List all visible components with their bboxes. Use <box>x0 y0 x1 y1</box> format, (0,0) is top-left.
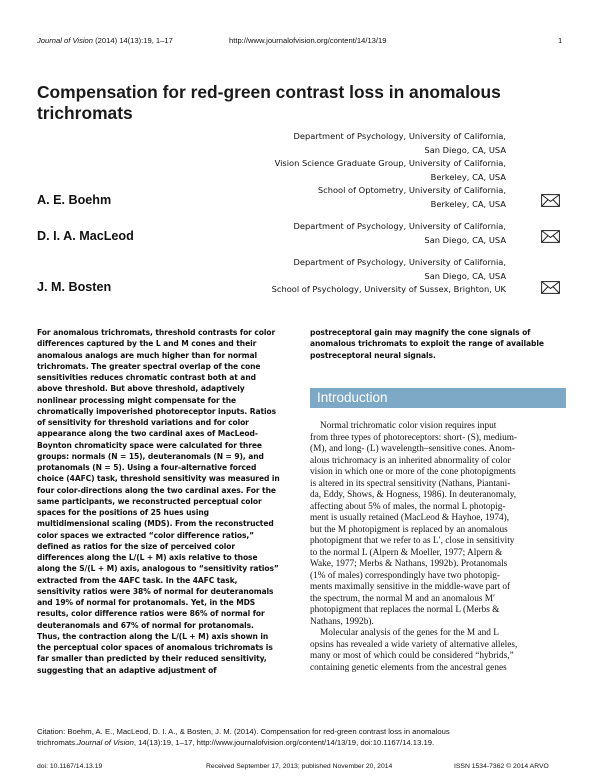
footer-issn: ISSN 1534-7362 © 2014 ARVO <box>454 763 549 770</box>
section-heading-bar <box>310 388 566 408</box>
affiliation-line: Department of Psychology, University of California, <box>293 221 506 231</box>
abstract-line: appearance along the two cardinal axes of MacLeod- <box>37 429 258 439</box>
abstract-line: extracted from the 4AFC task. In the 4AFC task, <box>37 575 238 585</box>
body-line: photopigment that replaces the normal L (Merbs & <box>310 605 500 615</box>
body-line: to the normal L (Alpern & Moeller, 1977; Alpern & <box>310 547 503 558</box>
affiliation-line: Berkeley, CA, USA <box>430 171 506 182</box>
footer-received: Received September 17, 2013; published November 20, 2014 <box>206 763 393 770</box>
abstract-line: groups: normals (N = 15), deuteranomals (N = 9), and <box>37 451 264 461</box>
abstract-line: choice (4AFC) task, threshold sensitivity was measured in <box>37 474 280 484</box>
body-line: ments maximally sensitive in the middle-wave part of <box>310 582 511 592</box>
volume-info: (2014) 14(13):19, 1–17 <box>95 36 173 45</box>
abstract-line: protanomals (N = 5). Using a four-alternative forced <box>37 463 257 472</box>
affiliation-line: Department of Psychology, University of California, <box>293 257 506 267</box>
abstract-line: Boynton chromaticity space were calculated for three <box>37 440 262 450</box>
citation-block <box>37 726 567 748</box>
introduction-body <box>310 421 566 674</box>
envelope-icon[interactable] <box>541 281 560 294</box>
abstract-line: along the S/(L + M) axis, analogous to “sensitivity ratios” <box>37 564 279 574</box>
body-line: is altered in its spectral sensitivity (Nathans, Piantani- <box>310 478 511 489</box>
footer-doi: doi: 10.1167/14.13.19 <box>37 763 103 770</box>
page-number: 1 <box>558 36 563 45</box>
abstract-line: and 19% of normal for protanomals. Yet, in the MDS <box>37 598 256 607</box>
affiliation-line: Department of Psychology, University of California, <box>293 131 506 141</box>
abstract-line: of sensitivity for threshold variations and for color <box>37 418 249 427</box>
citation-line: Citation: Boehm, A. E., MacLeod, D. I. A., & Bosten, J. M. (2014). Compensation for red-green contrast loss in anomalous <box>37 727 450 736</box>
body-line: photopigment that we refer to as L′, close in sensitivity <box>310 536 515 546</box>
affiliation-line: Berkeley, CA, USA <box>430 198 506 209</box>
title-line: Compensation for red-green contrast loss in anomalous <box>37 82 501 102</box>
body-line: Nathans, 1992b). <box>310 616 374 627</box>
article-title <box>37 82 557 124</box>
citation-text: , 14(13):19, 1–17, http://www.journalofvision.org/content/14/13/19, doi:10.1167/14.13.19. <box>133 738 435 747</box>
abstract-line: nonlinear processing might compensate for the <box>37 395 237 405</box>
running-header-url[interactable]: http://www.journalofvision.org/content/14/13/19 <box>229 36 387 45</box>
body-line: Molecular analysis of the genes for the M and L <box>320 628 499 638</box>
abstract-line: the perceptual color spaces of anomalous trichromats is <box>37 643 273 652</box>
author-name: A. E. Boehm <box>37 193 112 207</box>
envelope-icon[interactable] <box>541 194 560 207</box>
citation-journal: Journal of Vision <box>77 738 134 747</box>
running-header-journal <box>37 36 173 45</box>
abstract-line: four color-directions along the two cardinal axes. For the <box>37 485 276 495</box>
body-line: from three types of photoreceptors: short- (S), medium- <box>310 432 518 443</box>
abstract-line: spaces for the positions of 25 hues using <box>37 508 209 517</box>
body-line: alous trichromacy is an inherited abnormality of color <box>310 455 511 466</box>
body-line: Wake, 1977; Merbs & Nathans, 1992b). Protanomals <box>310 559 508 569</box>
author-name: J. M. Bosten <box>37 280 112 294</box>
abstract-line: suggesting that an adaptive adjustment of <box>37 665 217 675</box>
title-line: trichromats <box>37 103 133 123</box>
abstract-line: above threshold. But above threshold, adaptively <box>37 384 245 394</box>
body-line: ment is usually retained (MacLeod & Hayhoe, 1974), <box>310 513 510 523</box>
abstract-line: color spaces we extracted “color difference ratios,” <box>37 530 255 540</box>
abstract-column-left <box>37 327 295 676</box>
body-line: the spectrum, the normal M and an anomalous M′ <box>310 593 496 604</box>
affiliation-line: Vision Science Graduate Group, University of California, <box>274 158 506 168</box>
abstract-line: differences captured by the L and M cones and their <box>37 339 257 349</box>
body-line: containing genetic elements from the ancestral genes <box>310 662 507 673</box>
affiliation-line: San Diego, CA, USA <box>424 144 506 155</box>
affiliation-line: School of Psychology, University of Sussex, Brighton, UK <box>271 284 506 294</box>
citation-line <box>37 737 567 748</box>
abstract-line: deuteranomals and 67% of normal for protanomals. <box>37 620 254 630</box>
affiliation-line: School of Optometry, University of California, <box>317 185 506 195</box>
abstract-line: sensitivities reduces chromatic contrast both at and <box>37 373 256 382</box>
abstract-line: postreceptoral gain may magnify the cone signals of <box>310 328 531 337</box>
abstract-line: differences along the L/(L + M) axis relative to those <box>37 553 258 562</box>
section-heading: Introduction <box>317 390 388 405</box>
body-line: opsins has revealed a wide variety of alternative alleles, <box>310 639 518 650</box>
abstract-line: Thus, the contraction along the L/(L + M) axis shown in <box>37 631 269 641</box>
body-line: affecting about 5% of males, the normal L photopig- <box>310 501 506 512</box>
envelope-icon[interactable] <box>541 230 560 243</box>
abstract-line: far smaller than predicted by their reduced sensitivity, <box>37 654 267 664</box>
abstract-line: same participants, we reconstructed perceptual color <box>37 496 262 506</box>
abstract-line: chromatically impoverished photoreceptor inputs. Ratios <box>37 406 277 416</box>
body-line: (1% of males) correspondingly have two photopig- <box>310 570 501 581</box>
body-line: vision in which one or more of the cone photopigments <box>310 467 516 477</box>
abstract-line: anomalous trichromats to exploit the range of available <box>310 339 544 349</box>
body-line: but the M photopigment is replaced by an anomalous <box>310 524 508 535</box>
affiliation-line: San Diego, CA, USA <box>424 270 506 281</box>
citation-text: trichromats. <box>37 738 78 747</box>
body-line: many or most of which could be considered “hybrids,” <box>310 651 514 661</box>
abstract-line: postreceptoral neural signals. <box>310 350 436 360</box>
abstract-line: anomalous analogs are much higher than for normal <box>37 350 257 360</box>
abstract-line: multidimensional scaling (MDS). From the reconstructed <box>37 519 274 529</box>
abstract-line: defined as ratios for the size of perceived color <box>37 541 236 551</box>
abstract-line: sensitivity ratios were 38% of normal for deuteranomals <box>37 586 274 596</box>
abstract-line: results, color difference ratios were 86% of normal for <box>37 609 265 619</box>
abstract-line: For anomalous trichromats, threshold contrasts for color <box>37 328 276 337</box>
body-line: (M), and long- (L) wavelength–sensitive cones. Anom- <box>310 444 515 454</box>
abstract-line: trichromats. The greater spectral overlap of the cone <box>37 361 261 371</box>
journal-name: Journal of Vision <box>37 36 94 45</box>
body-line: Normal trichromatic color vision requires input <box>320 421 497 431</box>
body-line: da, Eddy, Shows, & Hogness, 1986). In deuteranomaly, <box>310 490 517 500</box>
abstract-column-right <box>310 327 566 361</box>
author-name: D. I. A. MacLeod <box>37 229 134 243</box>
affiliation-line: San Diego, CA, USA <box>424 234 506 245</box>
